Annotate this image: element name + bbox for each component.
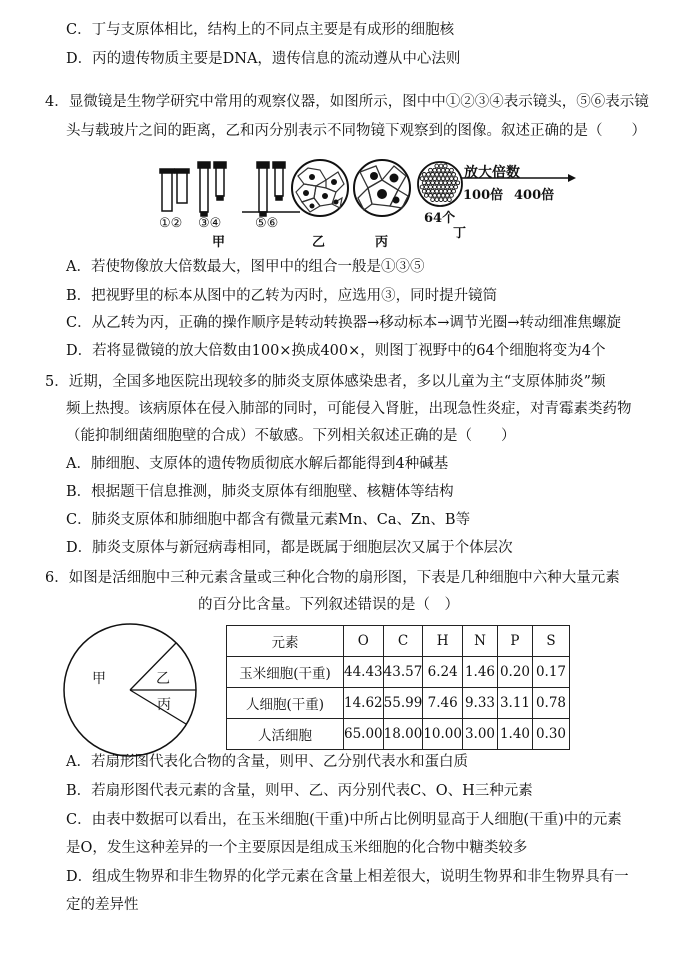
cell-dot (452, 189, 456, 193)
cell-dot (429, 194, 433, 198)
cell-dot (445, 194, 449, 198)
cell-dot (441, 177, 445, 181)
cell-dot (452, 181, 456, 185)
cell-dot (437, 177, 441, 181)
cell-dot (435, 164, 439, 168)
cell-dot (431, 173, 435, 177)
objective-distance-6 (273, 162, 285, 200)
objective-lens-4 (214, 162, 226, 200)
cell-dot (439, 189, 443, 193)
cell-dot (433, 194, 437, 198)
cell-dot (435, 189, 439, 193)
question-6-line-1: 6．如图是活细胞中三种元素含量或三种化合物的扇形图，下表是几种细胞中六种大量元素 (45, 570, 620, 586)
table-header-cell: O (344, 626, 384, 657)
objective-distance-5 (257, 162, 269, 216)
eyepiece-lens-1 (160, 169, 174, 211)
option-6b: B．若扇形图代表元素的含量，则甲、乙、丙分别代表C、O、H三种元素 (66, 783, 533, 799)
table-row (227, 657, 570, 688)
cell-dot (427, 181, 431, 185)
option-6c-line-1: C．由表中数据可以看出，在玉米细胞(干重)中所占比例明显高于人细胞(干重)中的元素 (66, 812, 622, 828)
option-4a: A．若使物像放大倍数最大，图甲中的组合一般是①③⑤ (66, 259, 425, 275)
table-cell: 人活细胞 (227, 719, 344, 750)
pie-label-bing: 丙 (157, 697, 171, 713)
pie-label-jia: 甲 (92, 671, 106, 687)
cell-dot (443, 189, 447, 193)
cell-dot (443, 181, 447, 185)
cell-dot (424, 177, 428, 181)
option-6d-line-2: 定的差异性 (66, 897, 139, 913)
option-4d: D．若将显微镜的放大倍数由100×换成400×，则图丁视野中的64个细胞将变为4个 (66, 343, 606, 359)
cell-dot (429, 168, 433, 172)
cell-dot (420, 177, 424, 181)
cell-dot (454, 185, 458, 189)
cell-dot (448, 181, 452, 185)
cell-dot (445, 177, 449, 181)
cell-dot (433, 185, 437, 189)
cell-dot (431, 198, 435, 202)
table-cell: 0.30 (532, 719, 569, 750)
option-6c-line-2: 是O，发生这种差异的一个主要原因是组成玉米细胞的化合物中糖类较多 (66, 840, 528, 856)
question-4-line-1: 4．显微镜是生物学研究中常用的观察仪器，如图所示，图中中①②③④表示镜头，⑤⑥表示镜 (45, 94, 649, 110)
table-cell: 6.24 (423, 657, 463, 688)
table-header-row (227, 626, 570, 657)
field-of-view-ding (418, 162, 462, 206)
cell-dot (427, 173, 431, 177)
lens-label-34: ③④ (198, 216, 222, 231)
magnification-title: 放大倍数 (464, 165, 520, 181)
magnification-to: 400倍 (514, 188, 555, 203)
table-cell: 0.20 (497, 657, 532, 688)
cell-dot (448, 189, 452, 193)
question-5-line-3: （能抑制细菌细胞壁的合成）不敏感。下列相关叙述正确的是（ ） (66, 428, 516, 444)
option-5c: C．肺炎支原体和肺细胞中都含有微量元素Mn、Ca、Zn、B等 (66, 512, 471, 528)
label-yi: 乙 (312, 235, 326, 250)
option-5b: B．根据题干信息推测，肺炎支原体有细胞壁、核糖体等结构 (66, 484, 454, 500)
option-3c: C．丁与支原体相比，结构上的不同点主要是有成形的细胞核 (66, 22, 455, 38)
cell-dot (429, 185, 433, 189)
cell-dot (439, 173, 443, 177)
option-3d: D．丙的遗传物质主要是DNA，遗传信息的流动遵从中心法则 (66, 51, 461, 67)
question-5-line-1: 5．近期，全国多地医院出现较多的肺炎支原体感染患者，多以儿童为主“支原体肺炎”频 (45, 374, 606, 390)
label-bing: 丙 (375, 235, 389, 250)
lens-label-56: ⑤⑥ (255, 216, 279, 231)
eyepiece-lens-2 (175, 169, 189, 203)
table-header-cell: P (497, 626, 532, 657)
objective-lens-3 (198, 162, 210, 216)
table-cell: 9.33 (462, 688, 497, 719)
label-ding: 丁 (453, 226, 467, 241)
cell-dot (429, 177, 433, 181)
table-cell: 0.78 (532, 688, 569, 719)
cell-dot (422, 189, 426, 193)
cell-dot (435, 198, 439, 202)
cell-dot (443, 164, 447, 168)
cell-dot (448, 198, 452, 202)
cell-dot (443, 198, 447, 202)
question-6-line-2: 的百分比含量。下列叙述错误的是（ ） (198, 597, 459, 613)
table-cell: 44.43 (344, 657, 384, 688)
cell-dot (448, 173, 452, 177)
cell-dot (424, 185, 428, 189)
cell-dot (450, 194, 454, 198)
cell-dot (420, 185, 424, 189)
cell-dot (437, 185, 441, 189)
table-cell: 1.40 (497, 719, 532, 750)
lens-label-12: ①② (159, 216, 183, 231)
cell-dot (422, 173, 426, 177)
cell-dot (433, 177, 437, 181)
cell-dot (452, 173, 456, 177)
table-cell: 43.57 (383, 657, 423, 688)
table-cell: 14.62 (344, 688, 384, 719)
cell-dot (450, 185, 454, 189)
option-5d: D．肺炎支原体与新冠病毒相同，都是既属于细胞层次又属于个体层次 (66, 540, 513, 556)
cell-dot (437, 194, 441, 198)
question-4-line-2: 头与载玻片之间的距离，乙和丙分别表示不同物镜下观察到的图像。叙述正确的是（ ） (66, 123, 646, 139)
table-header-cell: H (423, 626, 463, 657)
cell-dot (433, 168, 437, 172)
table-cell: 3.00 (462, 719, 497, 750)
option-4c: C．从乙转为丙，正确的操作顺序是转动转换器→移动标本→调节光圈→转动细准焦螺旋 (66, 315, 622, 331)
option-6d-line-1: D．组成生物界和非生物界的化学元素在含量上相差很大，说明生物界和非生物界具有一 (66, 869, 629, 885)
cell-dot (427, 189, 431, 193)
cell-dot (435, 181, 439, 185)
table-row (227, 719, 570, 750)
question-5-line-2: 频上热搜。该病原体在侵入肺部的同时，可能侵入肾脏，出现急性炎症，对青霉素类药物 (66, 401, 632, 417)
cell-dot (435, 173, 439, 177)
cell-dot (441, 194, 445, 198)
option-4b: B．把视野里的标本从图中的乙转为丙时，应选用③，同时提升镜筒 (66, 288, 498, 304)
magnification-from: 100倍 (463, 188, 504, 203)
cell-dot (424, 194, 428, 198)
table-cell: 7.46 (423, 688, 463, 719)
cell-dot (445, 185, 449, 189)
field-of-view-yi (292, 160, 348, 216)
cell-dot (431, 181, 435, 185)
table-cell: 1.46 (462, 657, 497, 688)
cell-dot (431, 189, 435, 193)
cell-dot (450, 168, 454, 172)
cell-dot (441, 185, 445, 189)
table-header-cell: N (462, 626, 497, 657)
table-header-cell: 元素 (227, 626, 344, 657)
cell-dot (439, 164, 443, 168)
field-of-view-bing (354, 160, 410, 216)
label-jia: 甲 (212, 235, 226, 250)
table-header-cell: S (532, 626, 569, 657)
pie-label-yi: 乙 (156, 671, 170, 687)
element-table (226, 625, 570, 750)
option-6a: A．若扇形图代表化合物的含量，则甲、乙分别代表水和蛋白质 (66, 754, 468, 770)
table-cell: 10.00 (423, 719, 463, 750)
pie-chart (60, 620, 200, 760)
cell-dot (441, 168, 445, 172)
option-5a: A．肺细胞、支原体的遗传物质彻底水解后都能得到4种碱基 (66, 456, 449, 472)
table-cell: 人细胞(干重) (227, 688, 344, 719)
cell-dot (443, 173, 447, 177)
cell-dot (450, 177, 454, 181)
table-cell: 玉米细胞(干重) (227, 657, 344, 688)
table-cell: 18.00 (383, 719, 423, 750)
cell-dot (439, 181, 443, 185)
table-row (227, 688, 570, 719)
cell-count-label: 64个 (424, 211, 456, 226)
table-cell: 0.17 (532, 657, 569, 688)
table-header-cell: C (383, 626, 423, 657)
cell-dot (437, 168, 441, 172)
cell-dot (456, 181, 460, 185)
table-cell: 3.11 (497, 688, 532, 719)
cell-dot (445, 168, 449, 172)
cell-dot (439, 198, 443, 202)
cell-dot (422, 181, 426, 185)
table-cell: 55.99 (383, 688, 423, 719)
table-cell: 65.00 (344, 719, 384, 750)
cell-dot (454, 177, 458, 181)
